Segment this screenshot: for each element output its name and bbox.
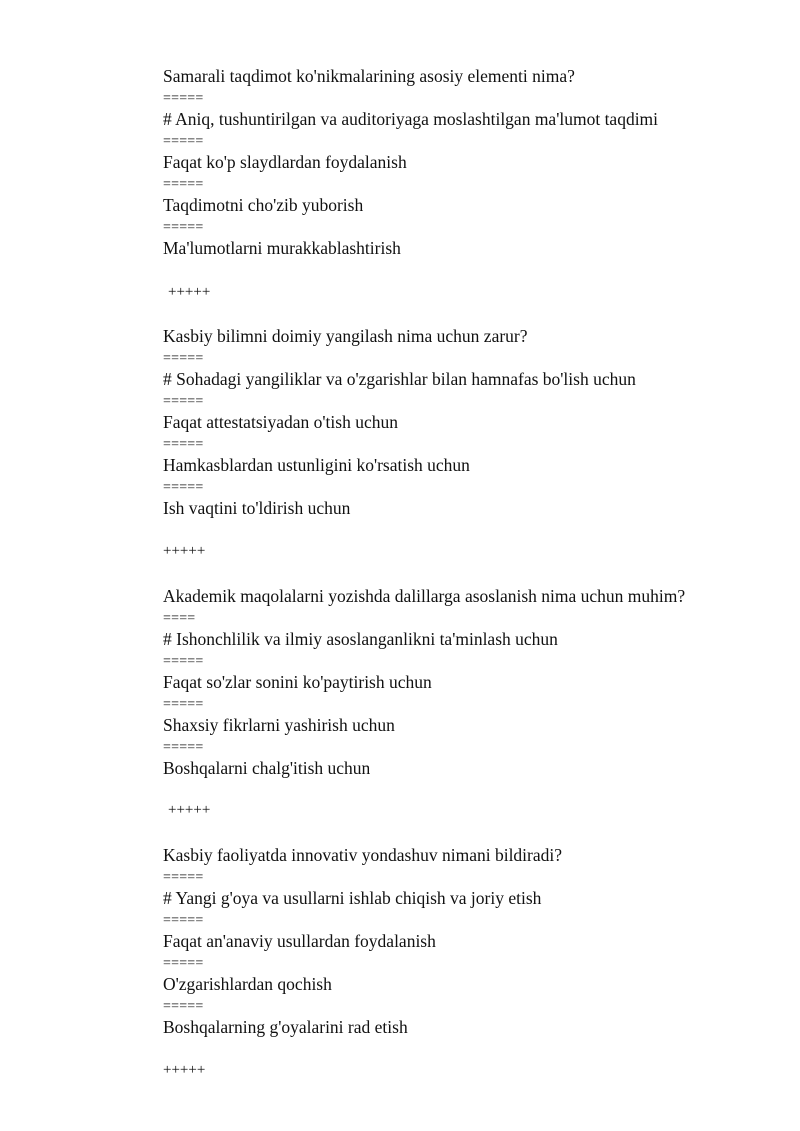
separator: ===== (163, 176, 204, 192)
answer-option: Faqat ko'p slaydlardan foydalanish (163, 152, 407, 172)
correct-answer: # Ishonchlilik va ilmiy asoslanganlikni ta'minlash uchun (163, 629, 558, 649)
question-block-3 (163, 586, 763, 780)
separator: ===== (163, 133, 204, 149)
answer-option: O'zgarishlardan qochish (163, 974, 332, 994)
answer-option: Ish vaqtini to'ldirish uchun (163, 498, 351, 518)
separator: ==== (163, 610, 196, 626)
separator: ===== (163, 219, 204, 235)
separator: ===== (163, 955, 204, 971)
answer-option: Boshqalarning g'oyalarini rad etish (163, 1017, 408, 1037)
question-block-1 (163, 66, 763, 260)
answer-option: Taqdimotni cho'zib yuborish (163, 195, 364, 215)
answer-option: Boshqalarni chalg'itish uchun (163, 758, 371, 778)
question-end-marker: +++++ (168, 284, 211, 300)
separator: ===== (163, 998, 204, 1014)
question-text: Samarali taqdimot ko'nikmalarining asosiy elementi nima? (163, 66, 575, 86)
separator: ===== (163, 90, 204, 106)
separator: ===== (163, 696, 204, 712)
answer-option: Faqat attestatsiyadan o'tish uchun (163, 412, 398, 432)
question-text: Akademik maqolalarni yozishda dalillarga asoslanish nima uchun muhim? (163, 586, 686, 606)
question-text: Kasbiy bilimni doimiy yangilash nima uchun zarur? (163, 326, 528, 346)
separator: ===== (163, 912, 204, 928)
question-text: Kasbiy faoliyatda innovativ yondashuv nimani bildiradi? (163, 845, 563, 865)
separator: ===== (163, 436, 204, 452)
question-end-marker: +++++ (163, 1062, 206, 1078)
separator: ===== (163, 393, 204, 409)
separator: ===== (163, 869, 204, 885)
question-block-4 (163, 845, 763, 1039)
separator: ===== (163, 350, 204, 366)
answer-option: Faqat an'anaviy usullardan foydalanish (163, 931, 436, 951)
answer-option: Hamkasblardan ustunligini ko'rsatish uchun (163, 455, 470, 475)
question-block-2 (163, 326, 763, 520)
answer-option: Faqat so'zlar sonini ko'paytirish uchun (163, 672, 432, 692)
separator: ===== (163, 653, 204, 669)
question-end-marker: +++++ (168, 802, 211, 818)
correct-answer: # Aniq, tushuntirilgan va auditoriyaga moslashtilgan ma'lumot taqdimi (163, 109, 659, 129)
correct-answer: # Yangi g'oya va usullarni ishlab chiqish va joriy etish (163, 888, 542, 908)
answer-option: Shaxsiy fikrlarni yashirish uchun (163, 715, 395, 735)
question-end-marker: +++++ (163, 543, 206, 559)
separator: ===== (163, 739, 204, 755)
answer-option: Ma'lumotlarni murakkablashtirish (163, 238, 401, 258)
correct-answer: # Sohadagi yangiliklar va o'zgarishlar bilan hamnafas bo'lish uchun (163, 369, 636, 389)
separator: ===== (163, 479, 204, 495)
